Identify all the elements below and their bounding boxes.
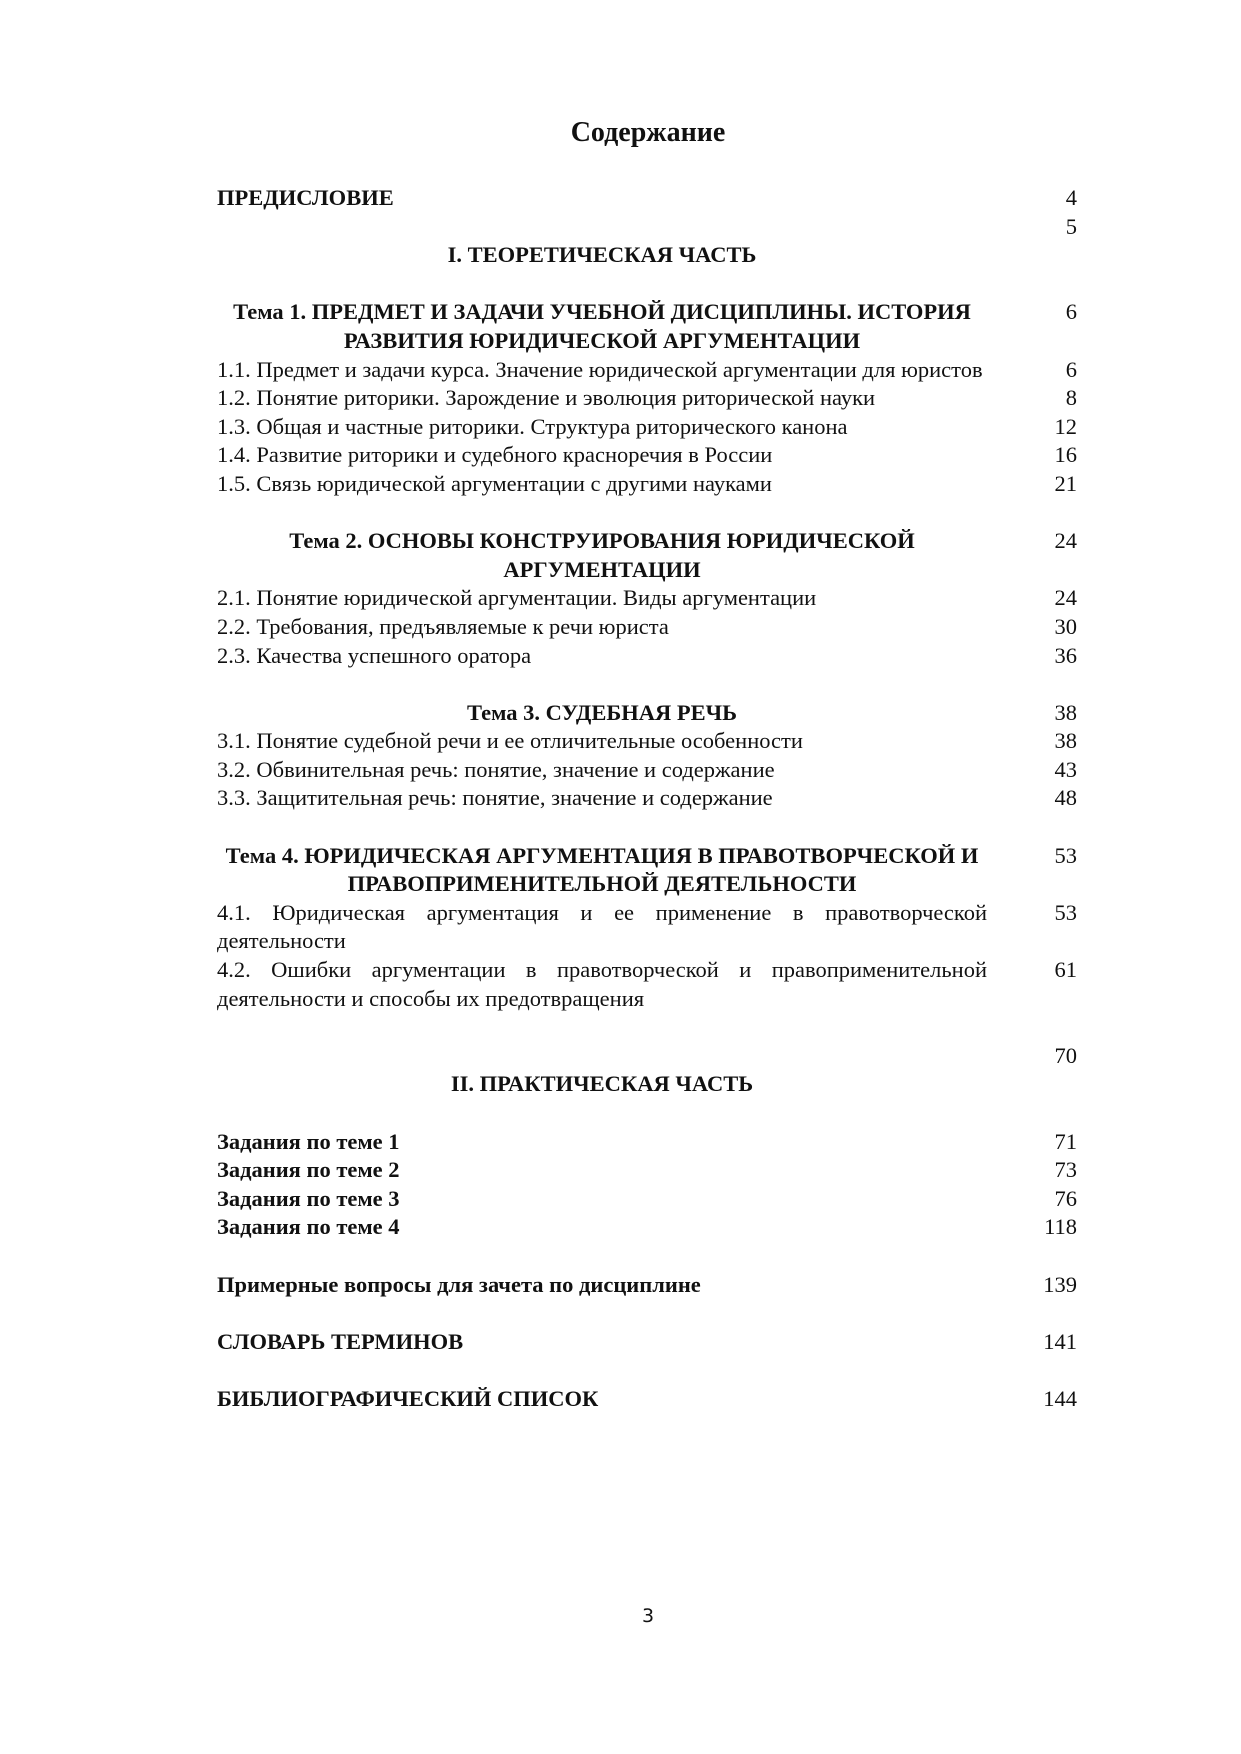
toc-entry-1-4[interactable] [217, 441, 1077, 470]
toc-entry-page: 73 [1054, 1157, 1077, 1183]
toc-entry-page: 118 [1044, 1214, 1077, 1240]
toc-part-label: II. ПРАКТИЧЕСКАЯ ЧАСТЬ [450, 1071, 754, 1097]
toc-entry-label: Задания по теме 1 [217, 1128, 400, 1154]
toc-entry-page: 5 [1065, 213, 1077, 239]
toc-entry-page: 76 [1054, 1185, 1077, 1211]
toc-entry-page: 71 [1054, 1128, 1077, 1154]
toc-entry-label: Задания по теме 4 [217, 1214, 400, 1240]
toc-part1-heading[interactable] [217, 241, 1077, 270]
toc-entry-label: ПРЕДИСЛОВИЕ [217, 185, 394, 210]
toc-part1-page-row [217, 213, 1077, 242]
toc-entry-1-3[interactable] [217, 413, 1077, 442]
toc-entry-label: 1.1. Предмет и задачи курса. Значение юридической аргументации для юристов [217, 356, 983, 382]
toc-entry-page: 38 [1054, 728, 1077, 754]
toc-entry-label: 1.4. Развитие риторики и судебного красноречия в России [217, 442, 773, 468]
toc-topic-label: Тема 4. ЮРИДИЧЕСКАЯ АРГУМЕНТАЦИЯ В ПРАВОТВОРЧЕСКОЙ И ПРАВОПРИМЕНИТЕЛЬНОЙ ДЕЯТЕЛЬНОСТИ [225, 842, 979, 897]
toc-topic-label: Тема 3. СУДЕБНАЯ РЕЧЬ [467, 699, 737, 725]
toc-entry-page: 30 [1054, 613, 1077, 639]
toc-entry-3-2[interactable] [217, 756, 1077, 785]
toc-entry-label: БИБЛИОГРАФИЧЕСКИЙ СПИСОК [217, 1385, 599, 1411]
toc-entry-label: 2.2. Требования, предъявляемые к речи юриста [217, 613, 669, 639]
toc-entry-page: 43 [1054, 756, 1077, 782]
toc-entry-label: Задания по теме 2 [217, 1157, 400, 1183]
toc-entry-4-2[interactable] [217, 956, 1077, 1013]
page-number: 3 [641, 1605, 655, 1627]
toc-entry-1-5[interactable] [217, 470, 1077, 499]
toc-entry-bibliography[interactable] [217, 1385, 1077, 1414]
toc-entry-2-2[interactable] [217, 613, 1077, 642]
toc-task-1[interactable] [217, 1128, 1077, 1157]
toc-entry-page: 24 [1054, 585, 1077, 611]
toc-entry-label: 4.2. Ошибки аргументации в правотворческой и правоприменительной деятельности и способы их предотвращения [217, 957, 987, 1011]
toc-entry-label: Примерные вопросы для зачета по дисциплине [217, 1271, 701, 1297]
toc-entry-page: 48 [1054, 785, 1077, 811]
toc-entry-1-2[interactable] [217, 384, 1077, 413]
toc-entry-2-1[interactable] [217, 584, 1077, 613]
toc-task-2[interactable] [217, 1156, 1077, 1185]
toc-part2-heading[interactable] [217, 1070, 1077, 1099]
toc-entry-label: 1.5. Связь юридической аргументации с другими науками [217, 470, 772, 496]
table-of-contents [217, 184, 1077, 1414]
toc-entry-page: 21 [1054, 470, 1077, 496]
toc-entry-page: 16 [1054, 442, 1077, 468]
toc-entry-page: 8 [1065, 385, 1077, 411]
toc-entry-page: 53 [1054, 842, 1077, 868]
toc-entry-label: Задания по теме 3 [217, 1185, 400, 1211]
toc-entry-page: 61 [1054, 957, 1077, 983]
toc-entry-label: 3.2. Обвинительная речь: понятие, значение и содержание [217, 756, 775, 782]
toc-entry-label: 1.2. Понятие риторики. Зарождение и эволюция риторической науки [217, 385, 876, 411]
toc-entry-page: 144 [1043, 1385, 1077, 1411]
toc-entry-questions[interactable] [217, 1271, 1077, 1300]
toc-entry-page: 24 [1054, 528, 1077, 554]
toc-entry-4-1[interactable] [217, 899, 1077, 956]
toc-topic1-heading[interactable] [217, 298, 1077, 355]
toc-entry-label: 3.1. Понятие судебной речи и ее отличительные особенности [217, 728, 803, 754]
toc-entry-3-1[interactable] [217, 727, 1077, 756]
toc-entry-preface[interactable] [217, 184, 1077, 213]
toc-entry-2-3[interactable] [217, 642, 1077, 671]
toc-topic-label: Тема 1. ПРЕДМЕТ И ЗАДАЧИ УЧЕБНОЙ ДИСЦИПЛИНЫ. ИСТОРИЯ РАЗВИТИЯ ЮРИДИЧЕСКОЙ АРГУМЕНТАЦИИ [233, 299, 971, 353]
toc-entry-3-3[interactable] [217, 784, 1077, 813]
toc-entry-page: 12 [1054, 413, 1077, 439]
toc-entry-glossary[interactable] [217, 1328, 1077, 1357]
toc-entry-label: СЛОВАРЬ ТЕРМИНОВ [217, 1328, 464, 1354]
toc-topic2-heading[interactable] [217, 527, 1077, 584]
toc-entry-page: 141 [1043, 1328, 1077, 1354]
toc-entry-page: 139 [1043, 1271, 1077, 1297]
toc-entry-page: 4 [1065, 185, 1077, 210]
toc-topic4-heading[interactable] [217, 842, 1077, 899]
toc-entry-page: 70 [1054, 1042, 1077, 1068]
toc-topic-label: Тема 2. ОСНОВЫ КОНСТРУИРОВАНИЯ ЮРИДИЧЕСКОЙ АРГУМЕНТАЦИИ [289, 528, 915, 582]
toc-entry-page: 6 [1065, 356, 1077, 382]
toc-entry-label: 4.1. Юридическая аргументация и ее применение в правотворческой деятельности [217, 899, 987, 954]
toc-entry-label: 1.3. Общая и частные риторики. Структура риторического канона [217, 413, 848, 439]
toc-task-3[interactable] [217, 1185, 1077, 1214]
toc-entry-page: 36 [1054, 642, 1077, 668]
toc-entry-1-1[interactable] [217, 356, 1077, 385]
toc-entry-label: 2.3. Качества успешного оратора [217, 642, 532, 668]
toc-task-4[interactable] [217, 1213, 1077, 1242]
page-title: Содержание [570, 117, 726, 148]
toc-entry-label: 2.1. Понятие юридической аргументации. Виды аргументации [217, 585, 817, 611]
toc-topic3-heading[interactable] [217, 699, 1077, 728]
toc-entry-page: 38 [1054, 699, 1077, 725]
toc-part-label: I. ТЕОРЕТИЧЕСКАЯ ЧАСТЬ [447, 242, 757, 268]
toc-part2-page-row [217, 1042, 1077, 1071]
toc-entry-label: 3.3. Защитительная речь: понятие, значение и содержание [217, 785, 773, 811]
toc-entry-page: 6 [1065, 299, 1077, 325]
toc-entry-page: 53 [1054, 899, 1077, 925]
